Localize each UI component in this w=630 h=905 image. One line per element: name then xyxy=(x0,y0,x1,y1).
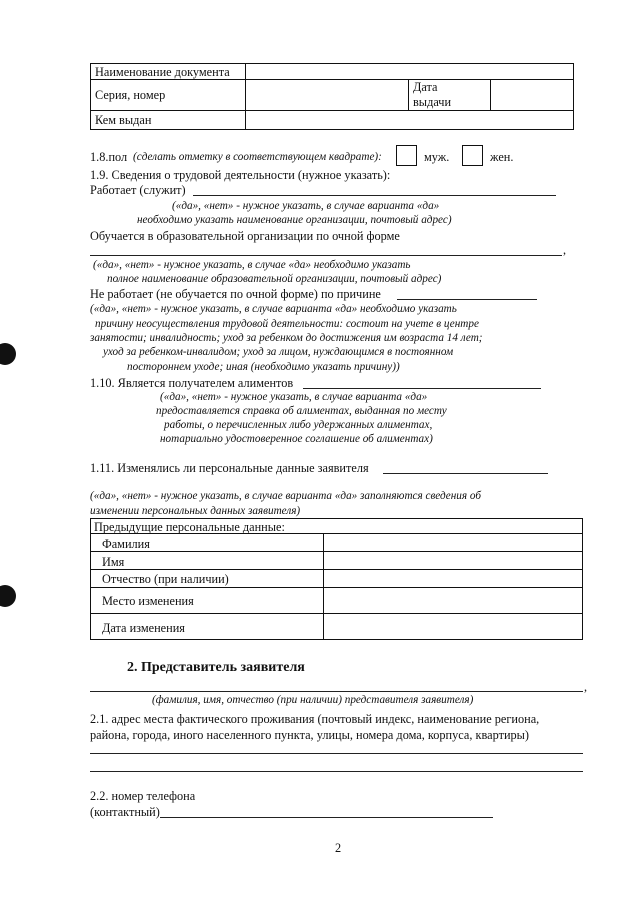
phone-label-2: (контактный) xyxy=(90,805,160,819)
doc-issue-date-label-2: выдачи xyxy=(413,95,452,109)
not-working-hint-5: постороннем уходе; иная (необходимо указать причину)) xyxy=(127,361,400,373)
representative-name-hint: (фамилия, имя, отчество (при наличии) представителя заявителя) xyxy=(152,694,474,706)
gender-hint: (сделать отметку в соответствующем квадрате): xyxy=(133,151,382,163)
alimony-field[interactable] xyxy=(303,388,541,389)
page-number: 2 xyxy=(335,841,342,855)
name-value-cell[interactable] xyxy=(324,552,582,568)
employment-heading: 1.9. Сведения о трудовой деятельности (нужное указать): xyxy=(90,168,391,182)
studies-hint-1: («да», «нет» - нужное указать, в случае «да» необходимо указать xyxy=(93,259,411,271)
change-place-value-cell[interactable] xyxy=(324,588,582,612)
female-label: жен. xyxy=(490,150,514,164)
male-checkbox[interactable] xyxy=(396,145,417,166)
studies-label: Обучается в образовательной организации по очной форме xyxy=(90,229,400,243)
alimony-hint-2: предоставляется справка об алиментах, выданная по месту xyxy=(156,405,447,417)
not-working-hint-1: («да», «нет» - нужное указать, в случае варианта «да» необходимо указать xyxy=(90,303,457,315)
alimony-hint-1: («да», «нет» - нужное указать, в случае варианта «да» xyxy=(160,391,428,403)
personal-changes-hint-2: изменении персональных данных заявителя) xyxy=(90,505,301,517)
not-working-hint-2: причину неосуществления трудовой деятельности: состоит на учете в центре xyxy=(95,318,479,330)
row-label-patronymic: Отчество (при наличии) xyxy=(102,572,229,586)
section-2-title: 2. Представитель заявителя xyxy=(127,660,305,675)
phone-label-1: 2.2. номер телефона xyxy=(90,789,196,803)
works-hint-2: необходимо указать наименование организации, почтовый адрес) xyxy=(137,214,452,226)
studies-field[interactable] xyxy=(90,255,562,256)
address-label-2: района, города, иного населенного пункта, улицы, номера дома, корпуса, квартиры) xyxy=(90,728,530,742)
studies-comma: , xyxy=(563,243,567,257)
address-field-1[interactable] xyxy=(90,753,583,754)
address-label-1: 2.1. адрес места фактического проживания (почтовый индекс, наименование региона, xyxy=(90,712,540,726)
binder-hole-bottom xyxy=(0,585,16,607)
doc-name-label: Наименование документа xyxy=(95,65,230,79)
alimony-hint-3: работы, о перечисленных либо удержанных алиментах, xyxy=(164,419,433,431)
alimony-label: 1.10. Является получателем алиментов xyxy=(90,376,294,390)
previous-data-header: Предыдущие персональные данные: xyxy=(94,520,285,534)
phone-field[interactable] xyxy=(160,817,493,818)
gender-label: 1.8.пол xyxy=(90,150,128,164)
change-date-value-cell[interactable] xyxy=(324,614,582,639)
surname-value-cell[interactable] xyxy=(324,534,582,550)
not-working-hint-3: занятости; инвалидность; уход за ребенком до достижения им возраста 14 лет; xyxy=(90,332,483,344)
works-label: Работает (служит) xyxy=(90,183,186,197)
personal-changes-hint-1: («да», «нет» - нужное указать, в случае варианта «да» заполняются сведения об xyxy=(90,490,481,502)
row-label-name: Имя xyxy=(102,555,125,569)
not-working-field[interactable] xyxy=(397,299,537,300)
address-field-2[interactable] xyxy=(90,771,583,772)
personal-changes-field[interactable] xyxy=(383,473,548,474)
row-label-change-place: Место изменения xyxy=(102,594,194,608)
female-checkbox[interactable] xyxy=(462,145,483,166)
doc-issue-date-label-1: Дата xyxy=(413,80,438,94)
studies-hint-2: полное наименование образовательной организации, почтовый адрес) xyxy=(107,273,442,285)
alimony-hint-4: нотариально удостоверенное соглашение об алиментах) xyxy=(160,433,433,445)
representative-name-field[interactable] xyxy=(90,691,583,692)
doc-series-label: Серия, номер xyxy=(95,88,166,102)
representative-comma: , xyxy=(584,680,588,694)
binder-hole-top xyxy=(0,343,16,365)
not-working-label: Не работает (не обучается по очной форме) по причине xyxy=(90,287,381,301)
doc-issued-by-label: Кем выдан xyxy=(95,113,152,127)
not-working-hint-4: уход за ребенком-инвалидом; уход за лицом, нуждающимся в постоянном xyxy=(103,346,454,358)
row-label-change-date: Дата изменения xyxy=(102,621,185,635)
works-hint-1: («да», «нет» - нужное указать, в случае варианта «да» xyxy=(172,200,440,212)
row-label-surname: Фамилия xyxy=(102,537,150,551)
male-label: муж. xyxy=(424,150,450,164)
works-field[interactable] xyxy=(193,195,556,196)
personal-changes-label: 1.11. Изменялись ли персональные данные заявителя xyxy=(90,461,369,475)
patronymic-value-cell[interactable] xyxy=(324,570,582,586)
